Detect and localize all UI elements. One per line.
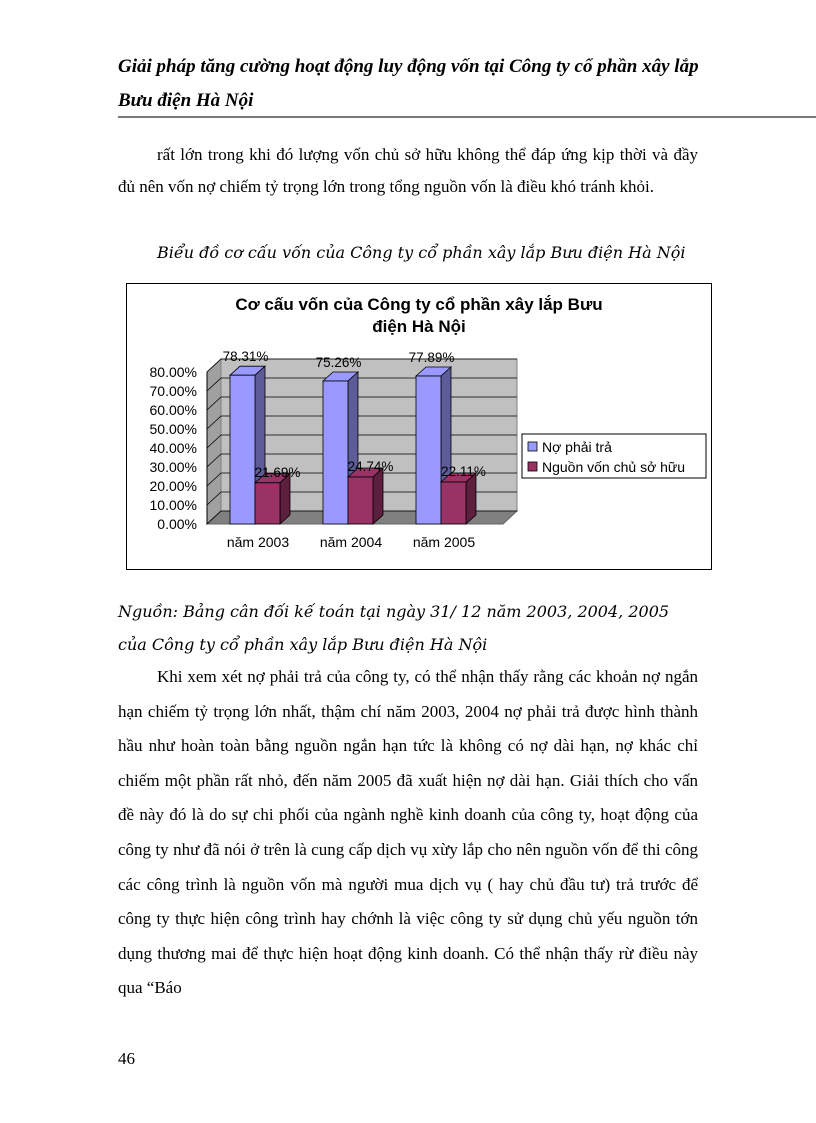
data-label: 22.11% xyxy=(441,463,486,479)
y-tick-label: 40.00% xyxy=(149,440,197,456)
x-tick-label: năm 2004 xyxy=(319,534,383,550)
data-label: 77.89% xyxy=(408,350,455,366)
legend-label: Nợ phải trả xyxy=(542,439,612,455)
bar-side xyxy=(280,474,290,524)
y-tick-label: 20.00% xyxy=(149,478,197,494)
intro-paragraph: rất lớn trong khi đó lượng vốn chủ sở hữu không thể đáp ứng kịp thời và đầy đủ nên vốn nợ chiếm tỷ trọng lớn trong tổng nguồn vốn là điều khó tránh khỏi. xyxy=(118,145,698,196)
y-tick-label: 0.00% xyxy=(157,516,197,532)
legend-label: Nguồn vốn chủ sở hữu xyxy=(542,459,686,475)
bar-side xyxy=(466,473,476,524)
capital-structure-chart xyxy=(126,283,712,570)
data-label: 24.74% xyxy=(347,458,394,474)
y-tick-label: 80.00% xyxy=(149,364,197,380)
data-label: 21.69% xyxy=(254,464,301,480)
header-divider xyxy=(118,116,816,118)
bar xyxy=(230,375,255,524)
y-tick-label: 10.00% xyxy=(149,497,197,513)
legend-swatch xyxy=(528,462,537,471)
chart-source-note: Nguồn: Bảng cân đối kế toán tại ngày 31/ 12 năm 2003, 2004, 2005 của Công ty cổ phần xây lắp Bưu điện Hà Nội xyxy=(118,602,670,654)
y-tick-label: 60.00% xyxy=(149,402,197,418)
legend-swatch xyxy=(528,442,537,451)
x-tick-label: năm 2003 xyxy=(226,534,290,550)
chart-title-line-2: điện Hà Nội xyxy=(372,317,466,336)
bar-side xyxy=(373,468,383,524)
y-tick-label: 30.00% xyxy=(149,459,197,475)
chart-title: Cơ cấu vốn của Công ty cổ phần xây lắp Bưu xyxy=(235,295,603,314)
bar xyxy=(348,477,373,524)
page-number: 46 xyxy=(118,1049,135,1068)
chart-caption: Biểu đồ cơ cấu vốn của Công ty cổ phần xây lắp Bưu điện Hà Nội xyxy=(157,243,686,262)
bar xyxy=(416,376,441,524)
bar xyxy=(255,483,280,524)
x-tick-label: năm 2005 xyxy=(412,534,476,550)
bar xyxy=(323,381,348,524)
y-tick-label: 50.00% xyxy=(149,421,197,437)
y-tick-label: 70.00% xyxy=(149,383,197,399)
data-label: 78.31% xyxy=(222,349,269,365)
page-header-title: Giải pháp tăng cường hoạt động luy động vốn tại Công ty cổ phần xây lắp Bưu điện Hà Nội xyxy=(118,56,699,111)
chart-canvas xyxy=(127,284,711,569)
body-paragraph: Khi xem xét nợ phải trả của công ty, có thể nhận thấy rằng các khoản nợ ngắn hạn chiếm tỷ trọng lớn nhất, thậm chí năm 2003, 2004 nợ phải trả được hình thành hầu như hoàn toàn bằng nguồn ngắn hạn tức là không có nợ dài hạn, nợ khác chỉ chiếm một phần rất nhỏ, đến năm 2005 đã xuất hiện nợ dài hạn. Giải thích cho vấn đề này đó là do sự chi phối của ngành nghề kinh doanh của công ty, hoạt động của công ty như đã nói ở trên là cung cấp dịch vụ xừy lắp cho nên nguồn vốn để thi công các công trình là nguồn vốn mà người mua dịch vụ ( hay chủ đầu tư) trả trước để công ty thực hiện công trình hay chớnh là việc công ty sử dụng chủ yếu nguồn tớn dụng thương mai để thực hiện hoạt động kinh doanh. Có thể nhận thấy rừ điều này qua “Báo xyxy=(118,667,698,998)
data-label: 75.26% xyxy=(315,355,362,371)
bar xyxy=(441,482,466,524)
